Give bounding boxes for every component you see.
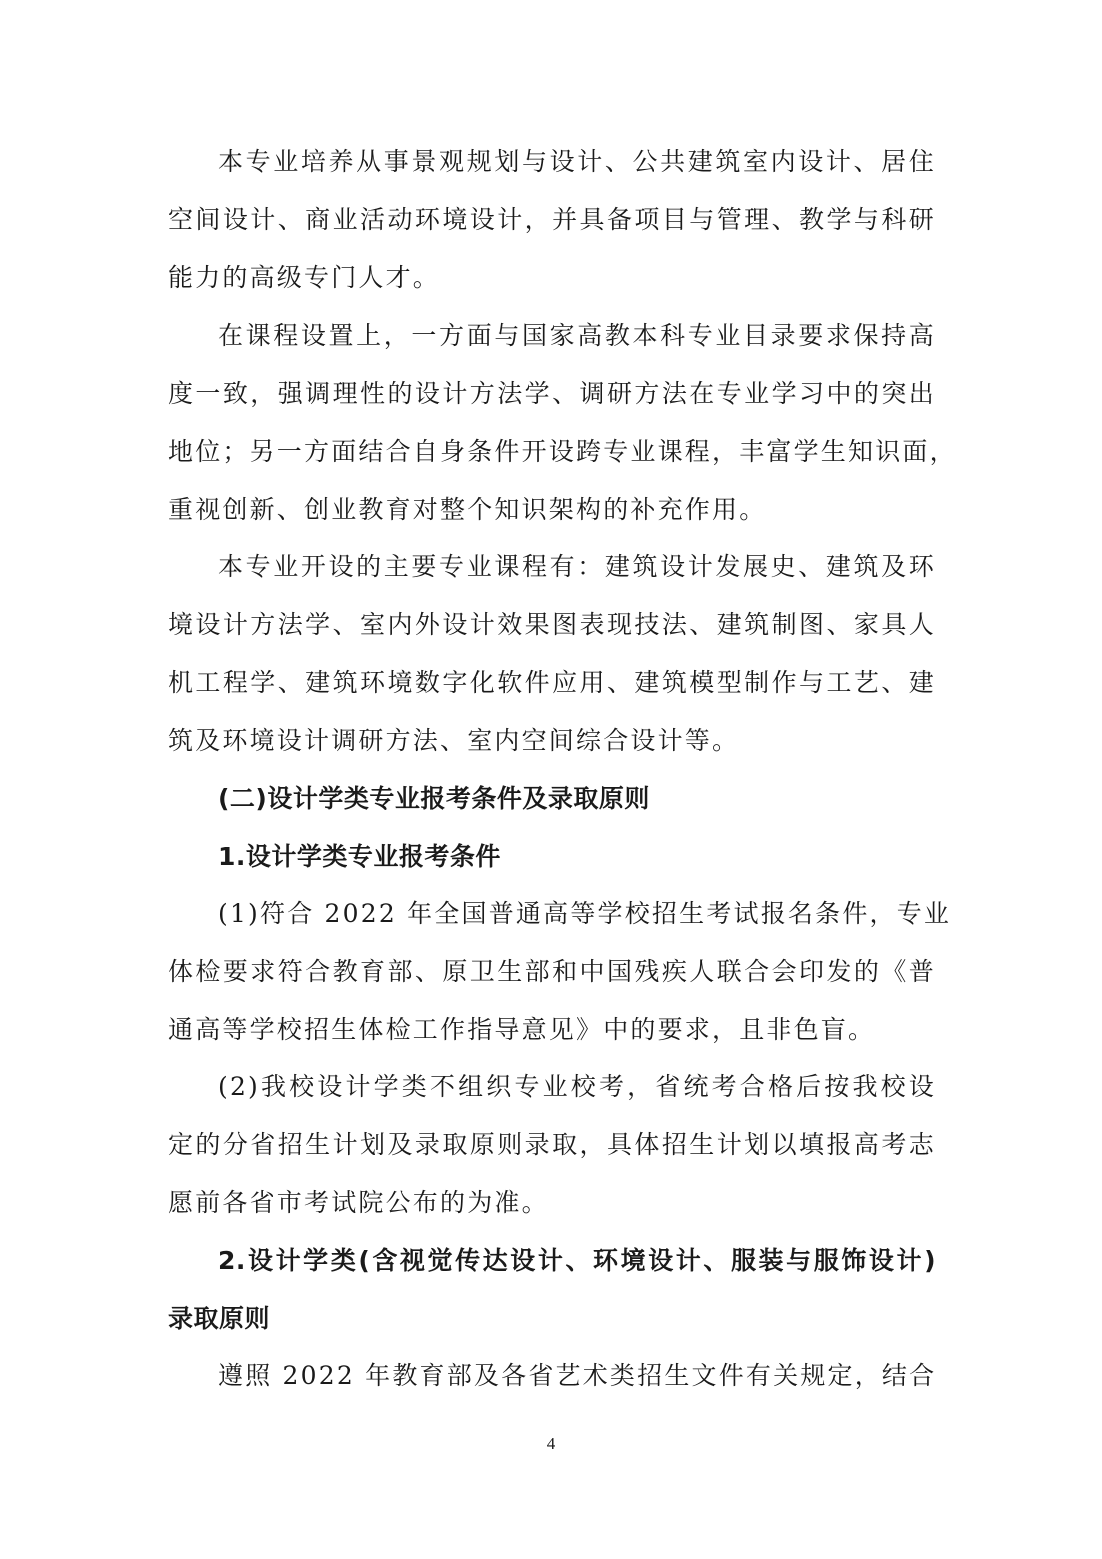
paragraph-2-line-2: 度一致，强调理性的设计方法学、调研方法在专业学习中的突出: [168, 379, 936, 408]
paragraph-3-line-4: 筑及环境设计调研方法、室内空间综合设计等。: [168, 726, 740, 755]
page-number: 4: [546, 1434, 556, 1453]
paragraph-2-line-1: 在课程设置上，一方面与国家高教本科专业目录要求保持高: [218, 321, 936, 350]
item-1-line-3: 通高等学校招生体检工作指导意见》中的要求，且非色盲。: [168, 1015, 876, 1044]
subsection-heading-1: 1.设计学类专业报考条件: [218, 842, 501, 871]
paragraph-3-line-2: 境设计方法学、室内外设计效果图表现技法、建筑制图、家具人: [168, 610, 936, 639]
paragraph-2-line-4: 重视创新、创业教育对整个知识架构的补充作用。: [168, 495, 767, 524]
paragraph-1-line-1: 本专业培养从事景观规划与设计、公共建筑室内设计、居住: [218, 147, 936, 176]
item-1-line-1: (1)符合 2022 年全国普通高等学校招生考试报名条件，专业: [218, 899, 952, 928]
item-2-line-2: 定的分省招生计划及录取原则录取，具体招生计划以填报高考志: [168, 1130, 936, 1159]
paragraph-3-line-3: 机工程学、建筑环境数字化软件应用、建筑模型制作与工艺、建: [168, 668, 936, 697]
item-2-line-1: (2)我校设计学类不组织专业校考，省统考合格后按我校设: [218, 1072, 936, 1101]
section-heading-2: (二)设计学类专业报考条件及录取原则: [218, 784, 650, 813]
paragraph-2-line-3: 地位；另一方面结合自身条件开设跨专业课程，丰富学生知识面，: [168, 437, 957, 466]
item-2-line-3: 愿前各省市考试院公布的为准。: [168, 1188, 549, 1217]
subsection-heading-2-line-1: 2.设计学类(含视觉传达设计、环境设计、服装与服饰设计): [218, 1246, 936, 1275]
paragraph-3-line-1: 本专业开设的主要专业课程有：建筑设计发展史、建筑及环: [218, 552, 936, 581]
paragraph-1-line-3: 能力的高级专门人才。: [168, 263, 441, 292]
paragraph-final-line-1: 遵照 2022 年教育部及各省艺术类招生文件有关规定，结合: [218, 1361, 937, 1390]
item-1-line-2: 体检要求符合教育部、原卫生部和中国残疾人联合会印发的《普: [168, 957, 936, 986]
subsection-heading-2-line-2: 录取原则: [168, 1304, 271, 1333]
paragraph-1-line-2: 空间设计、商业活动环境设计，并具备项目与管理、教学与科研: [168, 205, 936, 234]
